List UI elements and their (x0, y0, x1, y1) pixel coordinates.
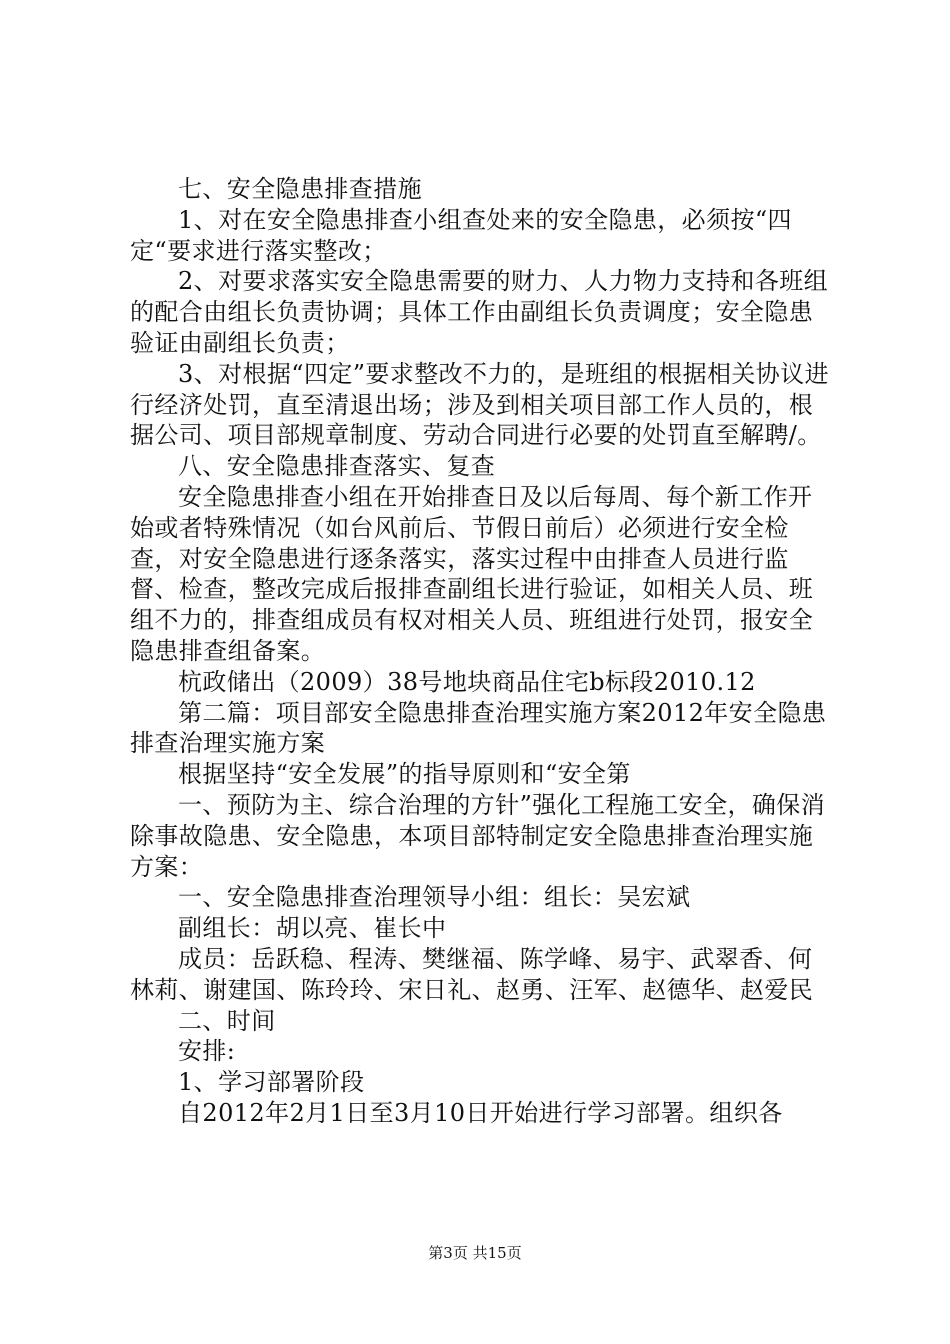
paragraph-policy: 一、预防为主、综合治理的方针”强化工程施工安全，确保消除事故隐患、安全隐患，本项目部特制定安全隐患排查治理实施方案： (130, 790, 826, 881)
heading-part-2: 第二篇：项目部安全隐患排查治理实施方案2012年安全隐患排查治理实施方案 (130, 698, 827, 758)
heading-section-7: 七、安全隐患排查措施 (178, 175, 422, 203)
paragraph-principle: 根据坚持“安全发展”的指导原则和“安全第 (178, 760, 631, 789)
paragraph-measure-3: 3、对根据“四定”要求整改不力的，是班组的根据相关协议进行经济处罚，直至清退出场；涉及到相关项目部工作人员的，根据公司、项目部规章制度、劳动合同进行必要的处罚直至解聘/。 (130, 359, 830, 450)
paragraph-measure-2: 2、对要求落实安全隐患需要的财力、人力物力支持和各班组的配合由组长负责协调；具体工作由副组长负责调度；安全隐患验证由副组长负责； (130, 267, 829, 357)
heading-study-phase: 1、学习部署阶段 (178, 1068, 365, 1097)
document-body (130, 174, 830, 1129)
paragraph-deputy-leaders: 副组长：胡以亮、崔长中 (178, 914, 447, 943)
paragraph-members: 成员：岳跃稳、程涛、樊继福、陈学峰、易宇、武翠香、何林莉、谢建国、陈玲玲、宋日礼、赵勇、汪军、赵德华、赵爱民 (130, 944, 814, 1004)
paragraph-leader-group: 一、安全隐患排查治理领导小组：组长：吴宏斌 (178, 883, 691, 912)
paragraph-arrangement: 安排: (178, 1037, 236, 1066)
heading-time: 二、时间 (178, 1006, 276, 1035)
page-footer: 第3页 共15页 (428, 1244, 522, 1262)
paragraph-project-reference: 杭政储出（2009）38号地块商品住宅b标段2010.12 (178, 667, 756, 696)
paragraph-study-phase: 自2012年2月1日至3月10日开始进行学习部署。组织各 (178, 1098, 783, 1127)
heading-section-8: 八、安全隐患排查落实、复查 (178, 452, 496, 481)
paragraph-inspection: 安全隐患排查小组在开始排查日及以后每周、每个新工作开始或者特殊情况（如台风前后、节假日前后）必须进行安全检查，对安全隐患进行逐条落实，落实过程中由排查人员进行监督、检查，整改完成后报排查副组长进行验证，如相关人员、班组不力的，排查组成员有权对相关人员、班组进行处罚，报安全隐患排查组备案。 (130, 482, 814, 665)
paragraph-measure-1: 1、对在安全隐患排查小组查处来的安全隐患，必须按“四定“要求进行落实整改； (130, 205, 792, 265)
